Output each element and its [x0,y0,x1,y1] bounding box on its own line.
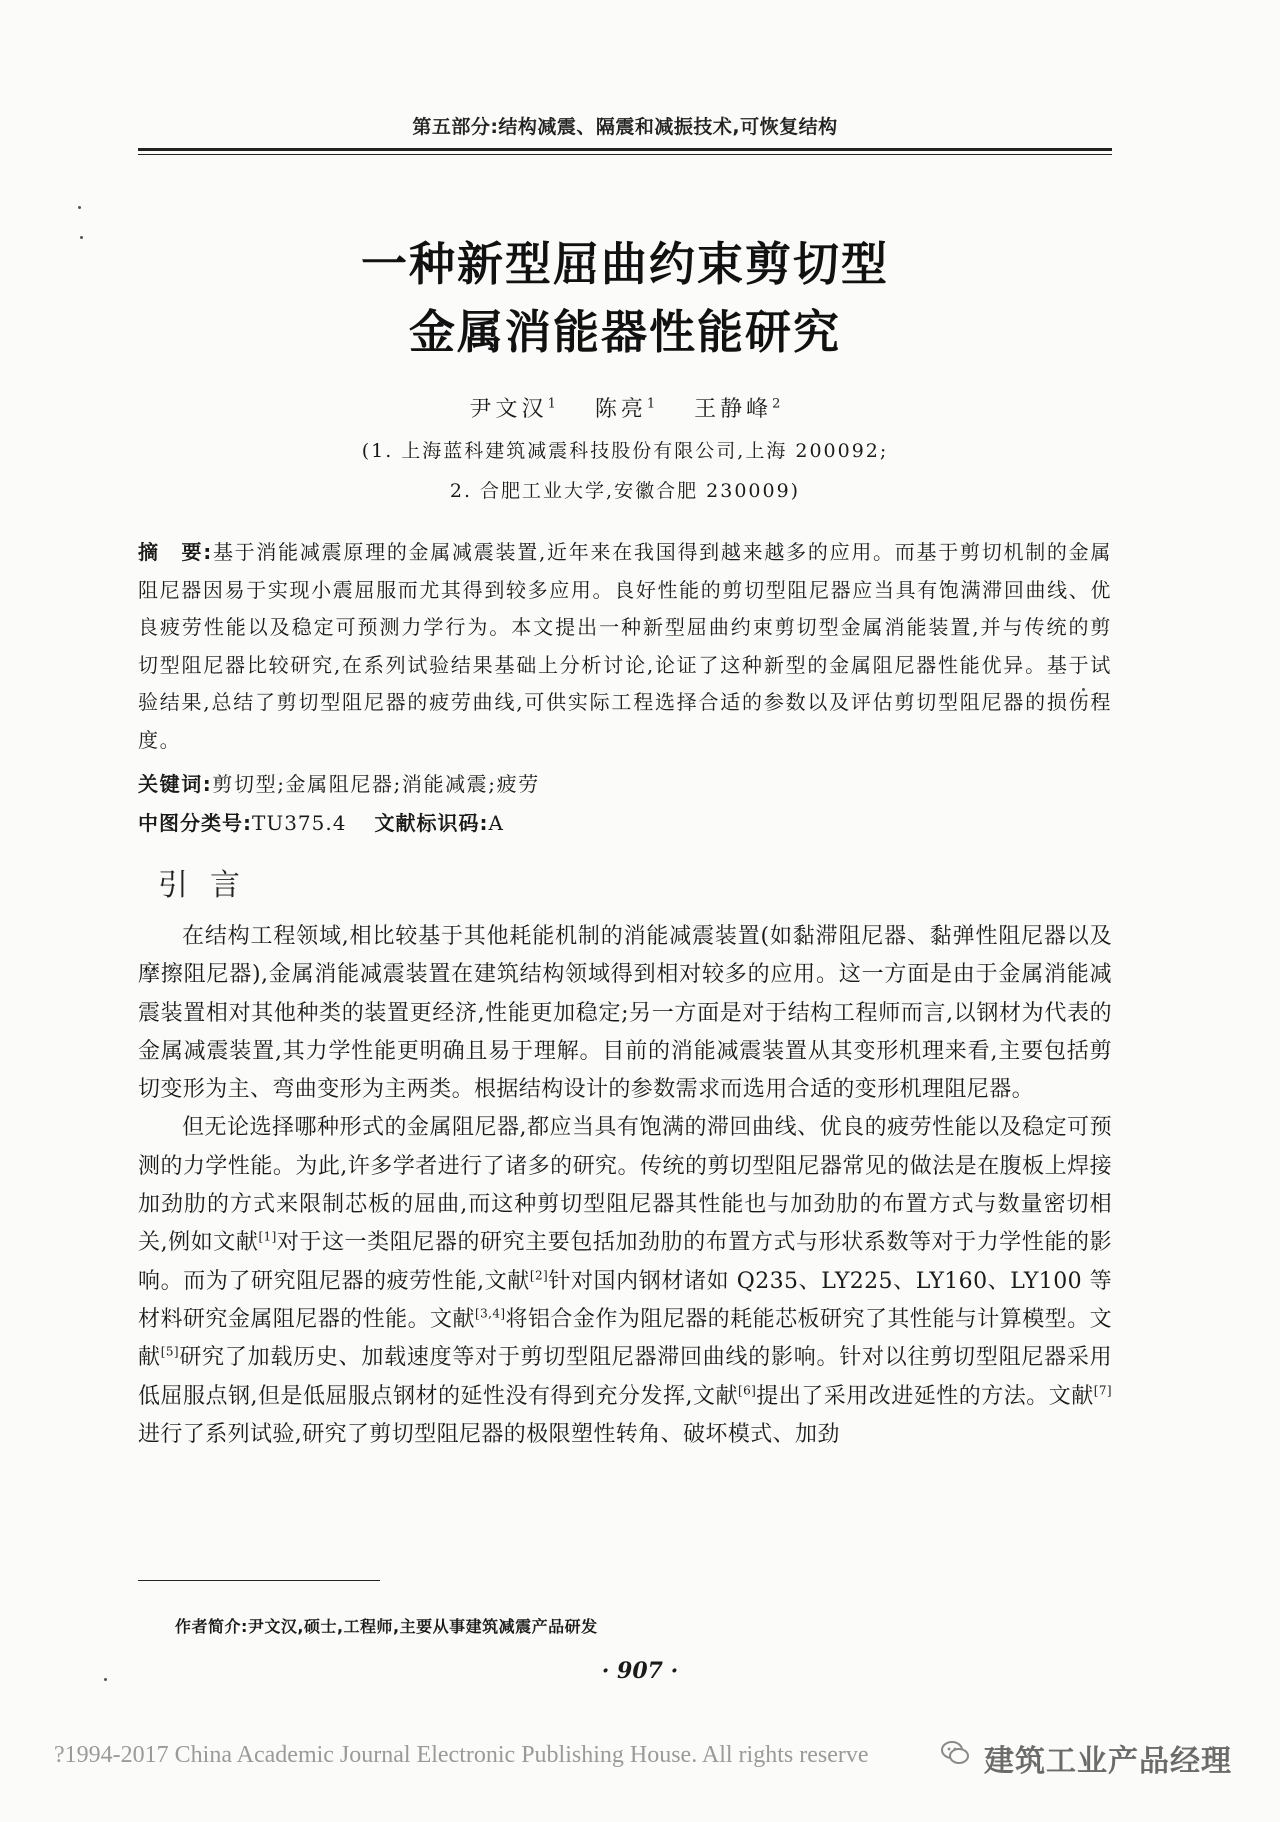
wechat-icon [940,1738,970,1768]
citation-ref[interactable]: [5] [160,1344,179,1359]
paragraph-1: 在结构工程领域,相比较基于其他耗能机制的消能减震装置(如黏滞阻尼器、黏弹性阻尼器以及摩擦阻尼器),金属消能减震装置在建筑结构领域得到相对较多的应用。这一方面是由于金属消能减震装置相对其他种类的装置更经济,性能更加稳定;另一方面是对于结构工程师而言,以钢材为代表的金属减震装置,其力学性能更明确且易于理解。目前的消能减震装置从其变形机理来看,主要包括剪切变形为主、弯曲变形为主两类。根据结构设计的参数需求而选用合适的变形机理阻尼器。 [138,924,1112,1103]
running-head: 第五部分:结构减震、隔震和减振技术,可恢复结构 [412,116,838,138]
clc-label: 中图分类号: [138,811,252,835]
abstract-label: 摘 要: [138,540,213,564]
author: 王静峰$^2$ [694,396,781,422]
title-line-2: 金属消能器性能研究 [409,305,841,359]
header-rule-thick [138,148,1112,151]
citation-ref[interactable]: [7] [1093,1383,1112,1398]
classification-line [138,807,1112,836]
citation-ref[interactable]: [3,4] [474,1306,506,1321]
citation-ref[interactable]: [2] [529,1268,549,1283]
keywords-label: 关键词: [138,772,213,796]
keywords [138,768,1112,797]
title-line-1: 一种新型屈曲约束剪切型 [361,237,889,291]
doc-code-value: A [488,811,504,835]
author-list [138,392,1112,423]
keywords-text: 剪切型;金属阻尼器;消能减震;疲劳 [212,772,540,796]
section-heading: 引言 [158,868,262,903]
page-number: · 907 · [601,1658,679,1684]
author-footnote: 作者简介:尹文汉,硕士,工程师,主要从事建筑减震产品研发 [175,1617,598,1636]
footnote-rule [138,1580,380,1581]
citation-ref[interactable]: [1] [258,1230,277,1245]
scan-speck [78,206,81,209]
author: 陈亮$^1$ [594,396,656,422]
copyright-notice: ?1994-2017 China Academic Journal Electronic Publishing House. All rights reserve [54,1742,869,1768]
clc-value: TU375.4 [252,811,347,835]
affiliation-line-2: 2. 合肥工业大学,安徽合肥 230009) [449,480,801,502]
citation-ref[interactable]: [6] [737,1383,757,1398]
author: 尹文汉$^1$ [469,396,556,422]
body-text [138,918,1112,1454]
header-rule-thin [138,154,1112,155]
doc-code-label: 文献标识码: [374,811,489,835]
affiliation-line-1: (1. 上海蓝科建筑减震科技股份有限公司,上海 200092; [361,440,889,462]
abstract-text: 基于消能减震原理的金属减震装置,近年来在我国得到越来越多的应用。而基于剪切机制的金属阻尼器因易于实现小震屈服而尤其得到较多应用。良好性能的剪切型阻尼器应当具有饱满滞回曲线、优良疲劳性能以及稳定可预测力学行为。本文提出一种新型屈曲约束剪切型金属消能装置,并与传统的剪切型阻尼器比较研究,在系列试验结果基础上分析讨论,论证了这种新型的金属阻尼器性能优异。基于试验结果,总结了剪切型阻尼器的疲劳曲线,可供实际工程选择合适的参数以及评估剪切型阻尼器的损伤程度。 [138,540,1112,752]
abstract [138,534,1112,759]
paper-title [138,230,1112,366]
paragraph-2: 但无论选择哪种形式的金属阻尼器,都应当具有饱满的滞回曲线、优良的疲劳性能以及稳定可预测的力学性能。为此,许多学者进行了诸多的研究。传统的剪切型阻尼器常见的做法是在腹板上焊接加劲肋的方式来限制芯板的屈曲,而这种剪切型阻尼器其性能也与加劲肋的布置方式与数量密切相关,例如文献[1]对于这一类阻尼器的研究主要包括加劲肋的布置方式与形状系数等对于力学性能的影响。而为了研究阻尼器的疲劳性能,文献[2]针对国内钢材诸如 Q235、LY225、LY160、LY100 等材料研究金属阻尼器的性能。文献[3,4]将铝合金作为阻尼器的耗能芯板研究了其性能与计算模型。文献[5]研究了加载历史、加载速度等对于剪切型阻尼器滞回曲线的影响。针对以往剪切型阻尼器采用低屈服点钢,但是低屈服点钢材的延性没有得到充分发挥,文献[6]提出了采用改进延性的方法。文献[7]进行了系列试验,研究了剪切型阻尼器的极限塑性转角、破坏模式、加劲 [138,1115,1112,1447]
watermark-text: 建筑工业产品经理 [984,1744,1232,1779]
scan-speck [80,236,83,239]
